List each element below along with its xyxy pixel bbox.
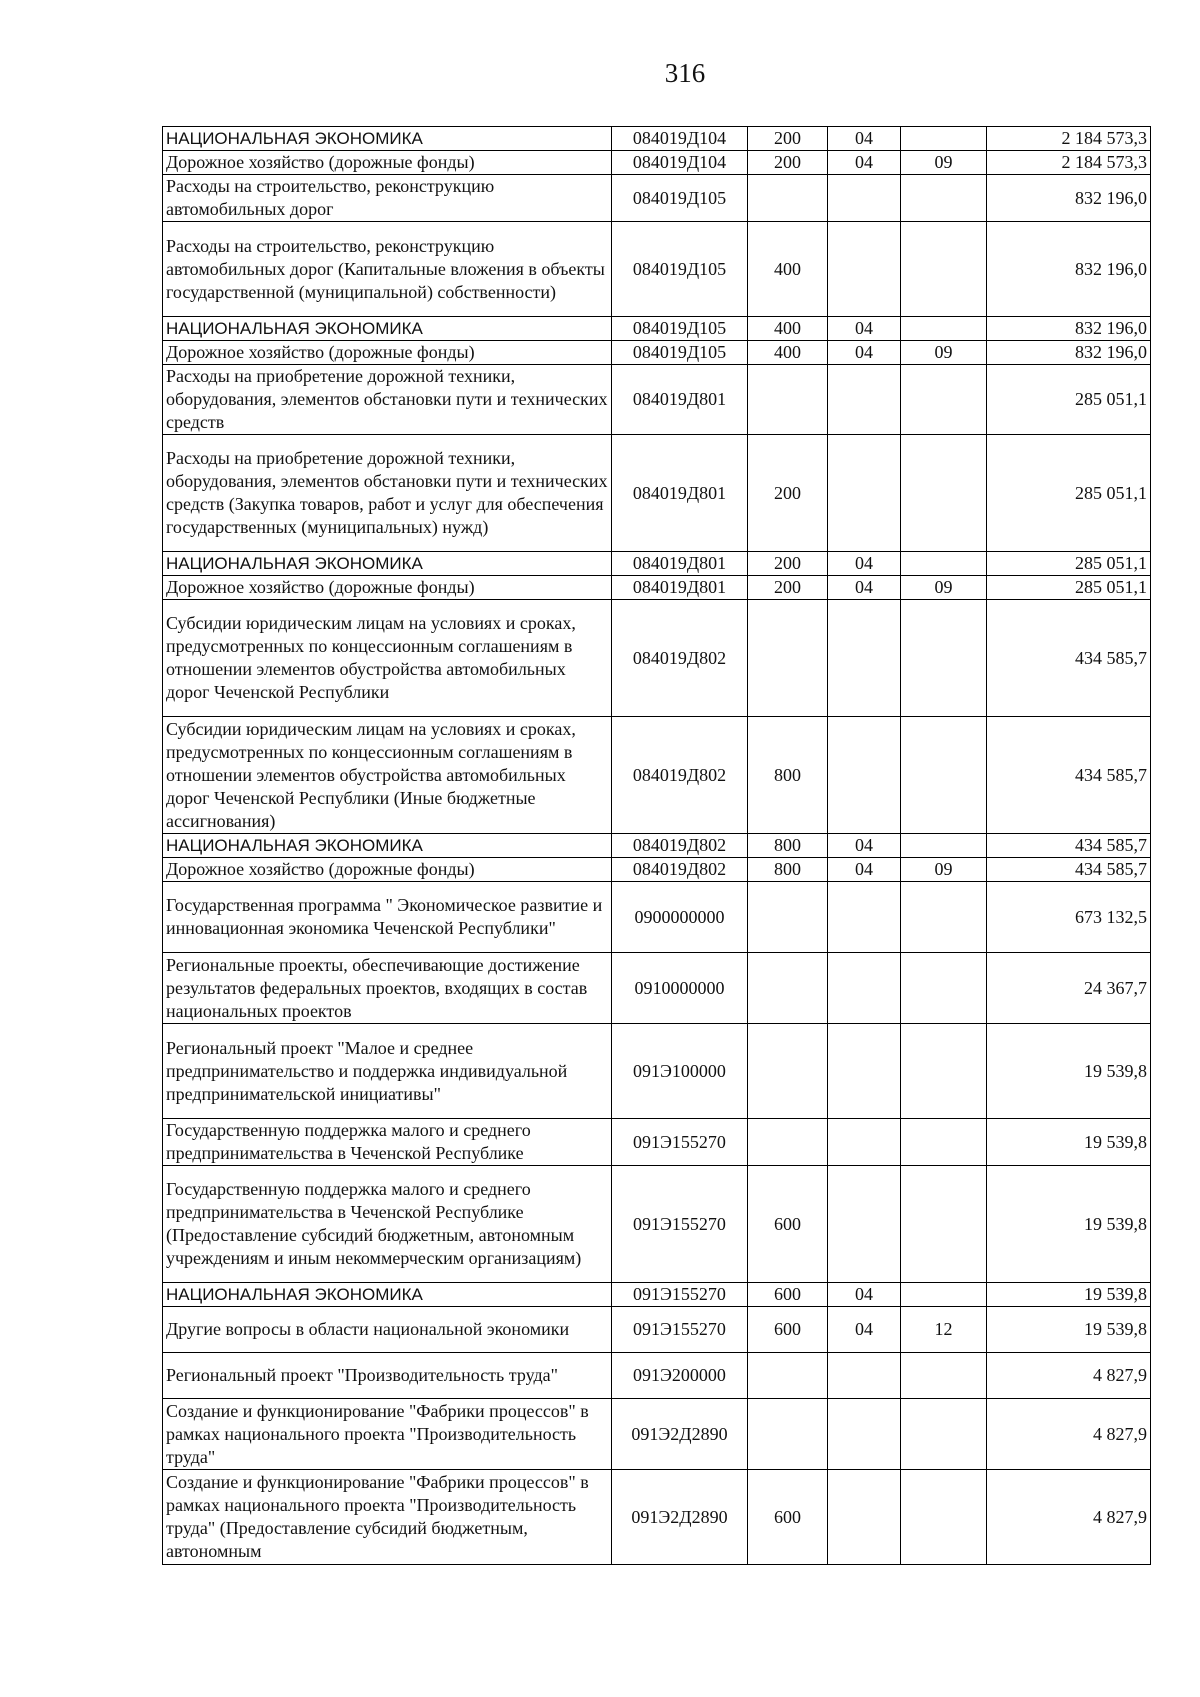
- target-article-code-cell: 084019Д105: [612, 341, 748, 365]
- target-article-code-cell: 091Э2Д2890: [612, 1399, 748, 1470]
- subsection-cell: 09: [901, 576, 987, 600]
- table-row: [163, 435, 1151, 552]
- section-cell: 04: [828, 858, 901, 882]
- target-article-code-cell: 091Э155270: [612, 1119, 748, 1166]
- row-name-cell: Дорожное хозяйство (дорожные фонды): [163, 576, 612, 600]
- table-row: [163, 882, 1151, 953]
- table-row: [163, 717, 1151, 834]
- table-row: [163, 834, 1151, 858]
- budget-table: [162, 126, 1151, 1565]
- expense-type-cell: [748, 1353, 828, 1399]
- row-name-cell: Субсидии юридическим лицам на условиях и сроках, предусмотренных по концессионным соглашениям в отношении элементов обустройства автомобильных дорог Чеченской Республики: [163, 600, 612, 717]
- section-cell: [828, 882, 901, 953]
- row-name-cell: Региональный проект "Производительность труда": [163, 1353, 612, 1399]
- target-article-code-cell: 0900000000: [612, 882, 748, 953]
- amount-cell: 19 539,8: [987, 1119, 1151, 1166]
- expense-type-cell: 400: [748, 222, 828, 317]
- expense-type-cell: [748, 953, 828, 1024]
- row-name-cell: НАЦИОНАЛЬНАЯ ЭКОНОМИКА: [163, 127, 612, 151]
- amount-cell: 285 051,1: [987, 435, 1151, 552]
- row-name-cell: Создание и функционирование "Фабрики процессов" в рамках национального проекта "Производительность труда" (Предоставление субсидий бюджетным, автономным: [163, 1470, 612, 1565]
- subsection-cell: [901, 834, 987, 858]
- row-name-cell: Расходы на приобретение дорожной техники, оборудования, элементов обстановки пути и технических средств (Закупка товаров, работ и услуг для обеспечения государственных (муниципальных) нужд): [163, 435, 612, 552]
- section-cell: [828, 1399, 901, 1470]
- row-name-cell: Расходы на приобретение дорожной техники, оборудования, элементов обстановки пути и технических средств: [163, 365, 612, 435]
- target-article-code-cell: 091Э2Д2890: [612, 1470, 748, 1565]
- section-cell: 04: [828, 552, 901, 576]
- section-cell: [828, 717, 901, 834]
- amount-cell: 434 585,7: [987, 600, 1151, 717]
- target-article-code-cell: 084019Д801: [612, 552, 748, 576]
- table-row: [163, 222, 1151, 317]
- table-row: [163, 1353, 1151, 1399]
- section-cell: 04: [828, 127, 901, 151]
- table-row: [163, 576, 1151, 600]
- target-article-code-cell: 084019Д802: [612, 834, 748, 858]
- expense-type-cell: 600: [748, 1166, 828, 1283]
- row-name-cell: Создание и функционирование "Фабрики процессов" в рамках национального проекта "Производительность труда": [163, 1399, 612, 1470]
- row-name-cell: Государственную поддержка малого и среднего предпринимательства в Чеченской Республике: [163, 1119, 612, 1166]
- subsection-cell: [901, 222, 987, 317]
- expense-type-cell: [748, 365, 828, 435]
- subsection-cell: [901, 1166, 987, 1283]
- row-name-cell: НАЦИОНАЛЬНАЯ ЭКОНОМИКА: [163, 1283, 612, 1307]
- section-cell: 04: [828, 341, 901, 365]
- expense-type-cell: 200: [748, 576, 828, 600]
- expense-type-cell: 800: [748, 717, 828, 834]
- expense-type-cell: 200: [748, 127, 828, 151]
- amount-cell: 285 051,1: [987, 576, 1151, 600]
- subsection-cell: [901, 953, 987, 1024]
- subsection-cell: 09: [901, 151, 987, 175]
- expense-type-cell: 800: [748, 834, 828, 858]
- table-row: [163, 365, 1151, 435]
- subsection-cell: [901, 435, 987, 552]
- amount-cell: 19 539,8: [987, 1283, 1151, 1307]
- section-cell: 04: [828, 1283, 901, 1307]
- expense-type-cell: [748, 1119, 828, 1166]
- expense-type-cell: [748, 882, 828, 953]
- target-article-code-cell: 084019Д105: [612, 317, 748, 341]
- row-name-cell: Дорожное хозяйство (дорожные фонды): [163, 151, 612, 175]
- subsection-cell: 09: [901, 858, 987, 882]
- section-cell: 04: [828, 1307, 901, 1353]
- row-name-cell: Государственную поддержка малого и среднего предпринимательства в Чеченской Республике (Предоставление субсидий бюджетным, автономным учреждениям и иным некоммерческим организациям): [163, 1166, 612, 1283]
- budget-table-body: [163, 127, 1151, 1565]
- expense-type-cell: 800: [748, 858, 828, 882]
- amount-cell: 832 196,0: [987, 341, 1151, 365]
- subsection-cell: [901, 1399, 987, 1470]
- subsection-cell: [901, 1283, 987, 1307]
- target-article-code-cell: 0910000000: [612, 953, 748, 1024]
- subsection-cell: [901, 1024, 987, 1119]
- section-cell: [828, 1353, 901, 1399]
- target-article-code-cell: 084019Д802: [612, 858, 748, 882]
- table-row: [163, 175, 1151, 222]
- subsection-cell: [901, 127, 987, 151]
- amount-cell: 4 827,9: [987, 1470, 1151, 1565]
- expense-type-cell: 400: [748, 317, 828, 341]
- table-row: [163, 1470, 1151, 1565]
- target-article-code-cell: 084019Д105: [612, 222, 748, 317]
- expense-type-cell: [748, 1399, 828, 1470]
- page-number: 316: [664, 58, 706, 88]
- row-name-cell: Субсидии юридическим лицам на условиях и сроках, предусмотренных по концессионным соглашениям в отношении элементов обустройства автомобильных дорог Чеченской Республики (Иные бюджетные ассигнования): [163, 717, 612, 834]
- subsection-cell: [901, 552, 987, 576]
- table-row: [163, 1024, 1151, 1119]
- expense-type-cell: 400: [748, 341, 828, 365]
- section-cell: [828, 175, 901, 222]
- expense-type-cell: 600: [748, 1307, 828, 1353]
- row-name-cell: Региональные проекты, обеспечивающие достижение результатов федеральных проектов, входящих в состав национальных проектов: [163, 953, 612, 1024]
- row-name-cell: Дорожное хозяйство (дорожные фонды): [163, 341, 612, 365]
- subsection-cell: [901, 882, 987, 953]
- section-cell: [828, 1024, 901, 1119]
- amount-cell: 285 051,1: [987, 552, 1151, 576]
- section-cell: [828, 435, 901, 552]
- expense-type-cell: 200: [748, 435, 828, 552]
- amount-cell: 4 827,9: [987, 1399, 1151, 1470]
- table-row: [163, 1119, 1151, 1166]
- row-name-cell: НАЦИОНАЛЬНАЯ ЭКОНОМИКА: [163, 834, 612, 858]
- target-article-code-cell: 084019Д802: [612, 717, 748, 834]
- table-row: [163, 341, 1151, 365]
- row-name-cell: Региональный проект "Малое и среднее предпринимательство и поддержка индивидуальной предпринимательской инициативы": [163, 1024, 612, 1119]
- subsection-cell: [901, 1353, 987, 1399]
- amount-cell: 832 196,0: [987, 175, 1151, 222]
- subsection-cell: [901, 1119, 987, 1166]
- row-name-cell: Государственная программа " Экономическое развитие и инновационная экономика Чеченской Республики": [163, 882, 612, 953]
- expense-type-cell: [748, 600, 828, 717]
- amount-cell: 285 051,1: [987, 365, 1151, 435]
- row-name-cell: НАЦИОНАЛЬНАЯ ЭКОНОМИКА: [163, 552, 612, 576]
- subsection-cell: 12: [901, 1307, 987, 1353]
- amount-cell: 832 196,0: [987, 317, 1151, 341]
- amount-cell: 24 367,7: [987, 953, 1151, 1024]
- amount-cell: 2 184 573,3: [987, 127, 1151, 151]
- table-row: [163, 1283, 1151, 1307]
- expense-type-cell: 600: [748, 1283, 828, 1307]
- subsection-cell: [901, 1470, 987, 1565]
- amount-cell: 434 585,7: [987, 858, 1151, 882]
- section-cell: 04: [828, 834, 901, 858]
- row-name-cell: Дорожное хозяйство (дорожные фонды): [163, 858, 612, 882]
- amount-cell: 2 184 573,3: [987, 151, 1151, 175]
- section-cell: [828, 365, 901, 435]
- target-article-code-cell: 091Э200000: [612, 1353, 748, 1399]
- subsection-cell: [901, 600, 987, 717]
- table-row: [163, 1166, 1151, 1283]
- target-article-code-cell: 084019Д801: [612, 435, 748, 552]
- row-name-cell: Расходы на строительство, реконструкцию автомобильных дорог: [163, 175, 612, 222]
- subsection-cell: 09: [901, 341, 987, 365]
- table-row: [163, 1307, 1151, 1353]
- target-article-code-cell: 091Э155270: [612, 1283, 748, 1307]
- target-article-code-cell: 091Э155270: [612, 1166, 748, 1283]
- amount-cell: 19 539,8: [987, 1307, 1151, 1353]
- amount-cell: 19 539,8: [987, 1024, 1151, 1119]
- table-row: [163, 317, 1151, 341]
- section-cell: [828, 222, 901, 317]
- section-cell: [828, 1470, 901, 1565]
- table-row: [163, 151, 1151, 175]
- target-article-code-cell: 084019Д104: [612, 151, 748, 175]
- table-row: [163, 1399, 1151, 1470]
- target-article-code-cell: 084019Д801: [612, 576, 748, 600]
- expense-type-cell: [748, 175, 828, 222]
- expense-type-cell: 600: [748, 1470, 828, 1565]
- section-cell: [828, 1119, 901, 1166]
- amount-cell: 19 539,8: [987, 1166, 1151, 1283]
- row-name-cell: Расходы на строительство, реконструкцию автомобильных дорог (Капитальные вложения в объекты государственной (муниципальной) собственности): [163, 222, 612, 317]
- table-row: [163, 600, 1151, 717]
- amount-cell: 434 585,7: [987, 717, 1151, 834]
- target-article-code-cell: 084019Д104: [612, 127, 748, 151]
- subsection-cell: [901, 365, 987, 435]
- row-name-cell: Другие вопросы в области национальной экономики: [163, 1307, 612, 1353]
- table-row: [163, 127, 1151, 151]
- target-article-code-cell: 084019Д105: [612, 175, 748, 222]
- row-name-cell: НАЦИОНАЛЬНАЯ ЭКОНОМИКА: [163, 317, 612, 341]
- subsection-cell: [901, 717, 987, 834]
- table-row: [163, 858, 1151, 882]
- table-row: [163, 552, 1151, 576]
- target-article-code-cell: 091Э100000: [612, 1024, 748, 1119]
- section-cell: 04: [828, 151, 901, 175]
- amount-cell: 673 132,5: [987, 882, 1151, 953]
- section-cell: [828, 1166, 901, 1283]
- amount-cell: 434 585,7: [987, 834, 1151, 858]
- subsection-cell: [901, 175, 987, 222]
- table-row: [163, 953, 1151, 1024]
- expense-type-cell: 200: [748, 552, 828, 576]
- section-cell: 04: [828, 576, 901, 600]
- target-article-code-cell: 084019Д802: [612, 600, 748, 717]
- target-article-code-cell: 091Э155270: [612, 1307, 748, 1353]
- section-cell: [828, 953, 901, 1024]
- subsection-cell: [901, 317, 987, 341]
- section-cell: [828, 600, 901, 717]
- amount-cell: 4 827,9: [987, 1353, 1151, 1399]
- target-article-code-cell: 084019Д801: [612, 365, 748, 435]
- section-cell: 04: [828, 317, 901, 341]
- expense-type-cell: 200: [748, 151, 828, 175]
- amount-cell: 832 196,0: [987, 222, 1151, 317]
- expense-type-cell: [748, 1024, 828, 1119]
